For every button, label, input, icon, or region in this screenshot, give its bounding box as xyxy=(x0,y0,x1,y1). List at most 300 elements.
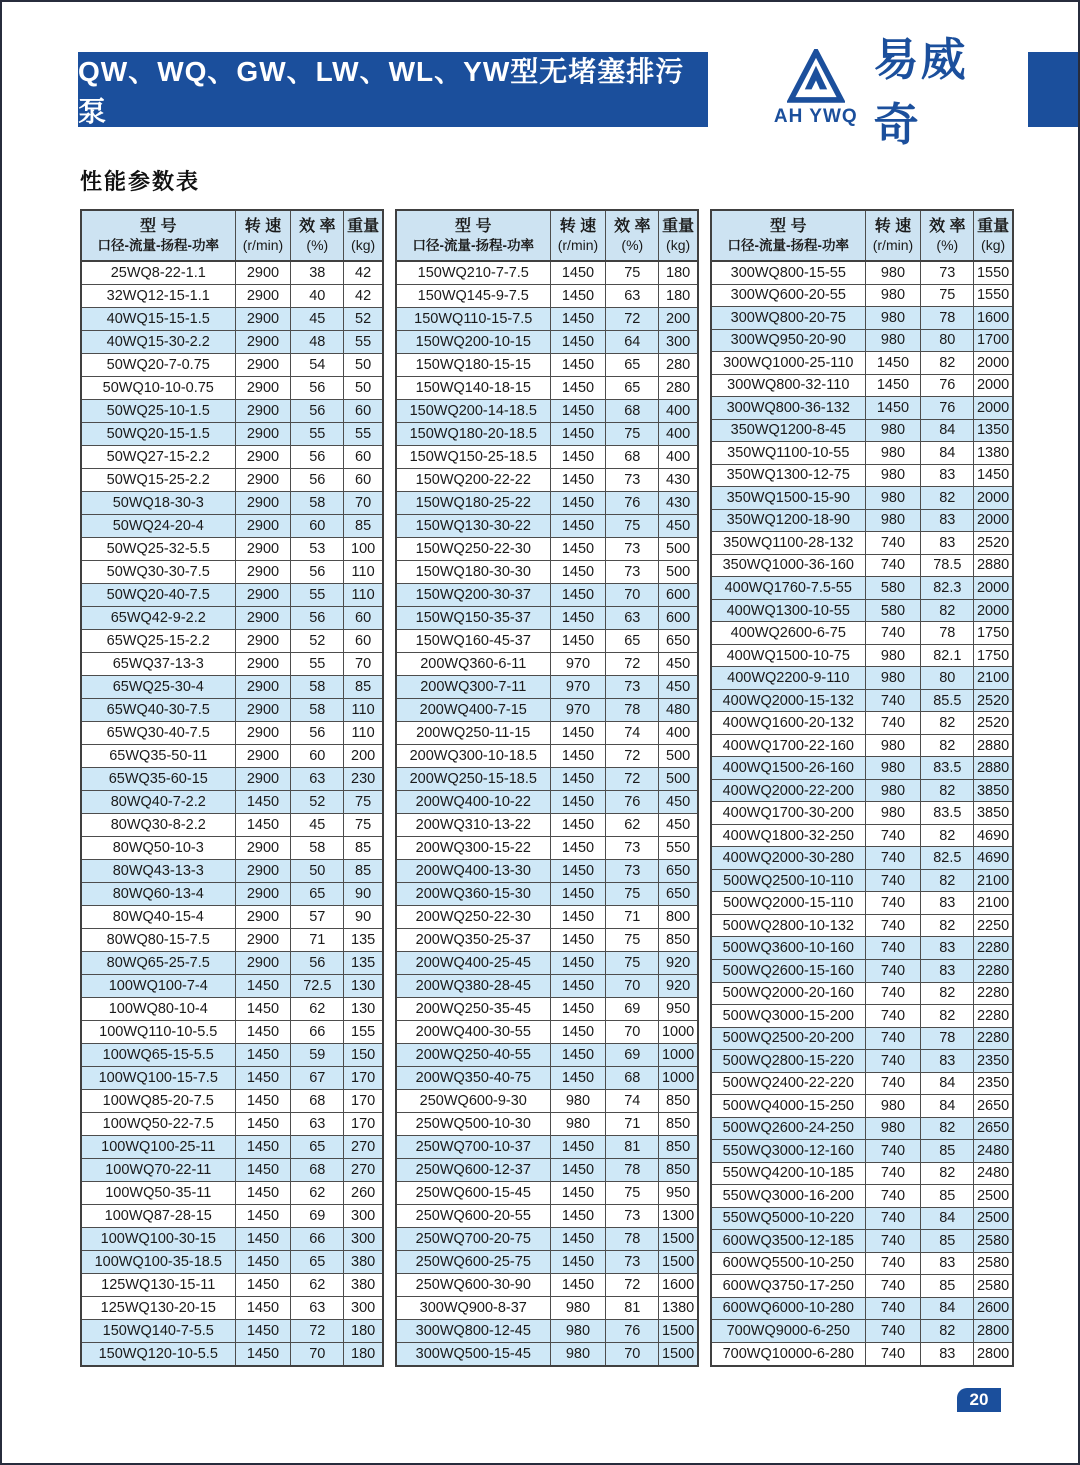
model-cell: 200WQ350-40-75 xyxy=(396,1067,550,1090)
weight-cell: 650 xyxy=(659,630,698,653)
model-cell: 550WQ3000-16-200 xyxy=(711,1185,865,1208)
table-row xyxy=(396,1228,698,1251)
table-row xyxy=(81,1021,383,1044)
efficiency-cell: 84 xyxy=(921,419,974,442)
model-cell: 400WQ1500-10-75 xyxy=(711,644,865,667)
weight-cell: 135 xyxy=(344,952,383,975)
efficiency-cell: 45 xyxy=(291,814,344,837)
table-row xyxy=(396,261,698,285)
model-cell: 50WQ25-10-1.5 xyxy=(81,400,235,423)
efficiency-cell: 56 xyxy=(291,607,344,630)
weight-cell: 60 xyxy=(344,469,383,492)
efficiency-cell: 82 xyxy=(921,869,974,892)
efficiency-cell: 70 xyxy=(606,1021,659,1044)
speed-cell: 1450 xyxy=(235,1090,291,1113)
weight-cell: 2880 xyxy=(974,734,1013,757)
table-row xyxy=(81,1159,383,1182)
efficiency-cell: 83 xyxy=(921,937,974,960)
efficiency-cell: 70 xyxy=(606,584,659,607)
speed-cell: 1450 xyxy=(550,261,606,285)
efficiency-cell: 58 xyxy=(291,676,344,699)
model-cell: 400WQ1500-26-160 xyxy=(711,757,865,780)
table-row xyxy=(711,712,1013,735)
table-row xyxy=(396,722,698,745)
table-row xyxy=(711,644,1013,667)
efficiency-cell: 48 xyxy=(291,331,344,354)
speed-cell: 980 xyxy=(865,1117,921,1140)
efficiency-cell: 72 xyxy=(606,768,659,791)
table-row xyxy=(81,469,383,492)
table-row xyxy=(711,397,1013,420)
pump-spec-table-1 xyxy=(80,209,384,1367)
table-row xyxy=(396,1205,698,1228)
speed-cell: 1450 xyxy=(235,1044,291,1067)
speed-cell: 1450 xyxy=(550,538,606,561)
col-header-model: 型 号 口径-流量-扬程-功率 xyxy=(81,210,235,261)
table-row xyxy=(711,1297,1013,1320)
weight-cell: 230 xyxy=(344,768,383,791)
weight-cell: 280 xyxy=(659,354,698,377)
weight-cell: 130 xyxy=(344,975,383,998)
weight-cell: 60 xyxy=(344,446,383,469)
speed-cell: 580 xyxy=(865,599,921,622)
model-cell: 350WQ1000-36-160 xyxy=(711,554,865,577)
speed-cell: 1450 xyxy=(550,1021,606,1044)
weight-cell: 2880 xyxy=(974,757,1013,780)
table-row xyxy=(711,1252,1013,1275)
table-row xyxy=(396,492,698,515)
speed-cell: 740 xyxy=(865,914,921,937)
table-row xyxy=(81,883,383,906)
efficiency-cell: 82 xyxy=(921,982,974,1005)
table-row xyxy=(81,1044,383,1067)
speed-cell: 1450 xyxy=(550,584,606,607)
table-row xyxy=(396,883,698,906)
table-row xyxy=(711,1320,1013,1343)
model-cell: 150WQ150-25-18.5 xyxy=(396,446,550,469)
table-row xyxy=(396,446,698,469)
speed-cell: 980 xyxy=(865,487,921,510)
weight-cell: 920 xyxy=(659,975,698,998)
model-cell: 200WQ250-40-55 xyxy=(396,1044,550,1067)
weight-cell: 260 xyxy=(344,1182,383,1205)
speed-cell: 1450 xyxy=(550,1251,606,1274)
table-row xyxy=(711,734,1013,757)
weight-cell: 180 xyxy=(659,261,698,285)
efficiency-cell: 78.5 xyxy=(921,554,974,577)
table-row xyxy=(81,423,383,446)
speed-cell: 740 xyxy=(865,982,921,1005)
weight-cell: 1550 xyxy=(974,261,1013,284)
model-cell: 200WQ400-25-45 xyxy=(396,952,550,975)
model-cell: 400WQ1700-22-160 xyxy=(711,734,865,757)
table-row xyxy=(396,515,698,538)
weight-cell: 2500 xyxy=(974,1185,1013,1208)
efficiency-cell: 83.5 xyxy=(921,802,974,825)
weight-cell: 50 xyxy=(344,377,383,400)
speed-cell: 2900 xyxy=(235,929,291,952)
speed-cell: 2900 xyxy=(235,607,291,630)
table-row xyxy=(396,1320,698,1343)
table-row xyxy=(711,1140,1013,1163)
table-row xyxy=(711,937,1013,960)
model-cell: 250WQ600-12-37 xyxy=(396,1159,550,1182)
efficiency-cell: 71 xyxy=(291,929,344,952)
speed-cell: 1450 xyxy=(235,814,291,837)
model-cell: 200WQ250-35-45 xyxy=(396,998,550,1021)
table-row xyxy=(396,860,698,883)
table-row xyxy=(81,699,383,722)
efficiency-cell: 76 xyxy=(921,374,974,397)
model-cell: 400WQ2600-6-75 xyxy=(711,622,865,645)
weight-cell: 2280 xyxy=(974,937,1013,960)
table-row xyxy=(396,1297,698,1320)
efficiency-cell: 68 xyxy=(606,400,659,423)
efficiency-cell: 78 xyxy=(921,1027,974,1050)
speed-cell: 980 xyxy=(865,509,921,532)
table-row xyxy=(396,607,698,630)
weight-cell: 300 xyxy=(344,1297,383,1320)
table-row xyxy=(396,538,698,561)
speed-cell: 2900 xyxy=(235,699,291,722)
speed-cell: 1450 xyxy=(550,469,606,492)
model-cell: 500WQ3600-10-160 xyxy=(711,937,865,960)
speed-cell: 980 xyxy=(865,307,921,330)
efficiency-cell: 81 xyxy=(606,1297,659,1320)
speed-cell: 1450 xyxy=(235,1297,291,1320)
weight-cell: 170 xyxy=(344,1090,383,1113)
weight-cell: 2580 xyxy=(974,1230,1013,1253)
speed-cell: 1450 xyxy=(550,722,606,745)
table-row xyxy=(81,1228,383,1251)
efficiency-cell: 65 xyxy=(606,630,659,653)
weight-cell: 1350 xyxy=(974,419,1013,442)
speed-cell: 2900 xyxy=(235,377,291,400)
speed-cell: 2900 xyxy=(235,261,291,285)
table-row xyxy=(396,699,698,722)
weight-cell: 4690 xyxy=(974,847,1013,870)
weight-cell: 150 xyxy=(344,1044,383,1067)
efficiency-cell: 60 xyxy=(291,515,344,538)
model-cell: 65WQ37-13-3 xyxy=(81,653,235,676)
model-cell: 200WQ300-10-18.5 xyxy=(396,745,550,768)
weight-cell: 55 xyxy=(344,331,383,354)
speed-cell: 1450 xyxy=(235,1343,291,1367)
efficiency-cell: 60 xyxy=(291,745,344,768)
efficiency-cell: 75 xyxy=(606,423,659,446)
weight-cell: 400 xyxy=(659,446,698,469)
page-number-badge: 20 xyxy=(957,1388,1001,1412)
weight-cell: 135 xyxy=(344,929,383,952)
weight-cell: 500 xyxy=(659,768,698,791)
weight-cell: 2280 xyxy=(974,1005,1013,1028)
model-cell: 500WQ2000-20-160 xyxy=(711,982,865,1005)
model-cell: 250WQ500-10-30 xyxy=(396,1113,550,1136)
efficiency-cell: 75 xyxy=(606,929,659,952)
table-row xyxy=(396,285,698,308)
speed-cell: 1450 xyxy=(235,1136,291,1159)
model-cell: 100WQ80-10-4 xyxy=(81,998,235,1021)
efficiency-cell: 68 xyxy=(606,446,659,469)
model-cell: 150WQ140-7-5.5 xyxy=(81,1320,235,1343)
speed-cell: 2900 xyxy=(235,722,291,745)
model-cell: 100WQ100-35-18.5 xyxy=(81,1251,235,1274)
model-cell: 50WQ20-15-1.5 xyxy=(81,423,235,446)
table-row xyxy=(81,1113,383,1136)
efficiency-cell: 53 xyxy=(291,538,344,561)
weight-cell: 1000 xyxy=(659,1067,698,1090)
weight-cell: 300 xyxy=(659,331,698,354)
weight-cell: 1000 xyxy=(659,1021,698,1044)
efficiency-cell: 65 xyxy=(291,1136,344,1159)
model-cell: 300WQ800-36-132 xyxy=(711,397,865,420)
model-cell: 500WQ2800-15-220 xyxy=(711,1050,865,1073)
speed-cell: 1450 xyxy=(235,998,291,1021)
efficiency-cell: 63 xyxy=(606,607,659,630)
speed-cell: 1450 xyxy=(550,929,606,952)
table-row xyxy=(81,354,383,377)
speed-cell: 1450 xyxy=(550,331,606,354)
efficiency-cell: 52 xyxy=(291,791,344,814)
speed-cell: 1450 xyxy=(865,352,921,375)
weight-cell: 2000 xyxy=(974,352,1013,375)
efficiency-cell: 73 xyxy=(606,676,659,699)
efficiency-cell: 65 xyxy=(291,883,344,906)
model-cell: 250WQ600-15-45 xyxy=(396,1182,550,1205)
model-cell: 50WQ20-40-7.5 xyxy=(81,584,235,607)
model-cell: 250WQ600-30-90 xyxy=(396,1274,550,1297)
table-row xyxy=(711,261,1013,284)
model-cell: 100WQ65-15-5.5 xyxy=(81,1044,235,1067)
model-cell: 80WQ80-15-7.5 xyxy=(81,929,235,952)
weight-cell: 85 xyxy=(344,676,383,699)
speed-cell: 980 xyxy=(550,1113,606,1136)
table-row xyxy=(396,929,698,952)
efficiency-cell: 82 xyxy=(921,1005,974,1028)
col-header-efficiency: 效 率 (%) xyxy=(921,210,974,261)
model-cell: 350WQ1100-28-132 xyxy=(711,532,865,555)
table-row xyxy=(81,584,383,607)
efficiency-cell: 73 xyxy=(606,1205,659,1228)
efficiency-cell: 58 xyxy=(291,699,344,722)
weight-cell: 170 xyxy=(344,1113,383,1136)
speed-cell: 2900 xyxy=(235,538,291,561)
table-row xyxy=(711,1095,1013,1118)
efficiency-cell: 63 xyxy=(291,1297,344,1320)
weight-cell: 110 xyxy=(344,561,383,584)
speed-cell: 740 xyxy=(865,1005,921,1028)
table-row xyxy=(81,791,383,814)
col-header-speed: 转 速 (r/min) xyxy=(235,210,291,261)
table-row xyxy=(711,914,1013,937)
table-row xyxy=(711,1275,1013,1298)
weight-cell: 950 xyxy=(659,998,698,1021)
weight-cell: 1380 xyxy=(659,1297,698,1320)
speed-cell: 2900 xyxy=(235,423,291,446)
weight-cell: 1750 xyxy=(974,622,1013,645)
weight-cell: 300 xyxy=(344,1205,383,1228)
speed-cell: 740 xyxy=(865,1230,921,1253)
speed-cell: 980 xyxy=(865,644,921,667)
speed-cell: 2900 xyxy=(235,768,291,791)
weight-cell: 450 xyxy=(659,791,698,814)
efficiency-cell: 73 xyxy=(606,837,659,860)
speed-cell: 740 xyxy=(865,1342,921,1366)
table-row xyxy=(711,1050,1013,1073)
speed-cell: 740 xyxy=(865,1185,921,1208)
table-row xyxy=(711,1342,1013,1366)
model-cell: 100WQ100-7-4 xyxy=(81,975,235,998)
model-cell: 500WQ2500-10-110 xyxy=(711,869,865,892)
efficiency-cell: 85 xyxy=(921,1275,974,1298)
efficiency-cell: 84 xyxy=(921,442,974,465)
table-row xyxy=(711,509,1013,532)
weight-cell: 280 xyxy=(659,377,698,400)
table-row xyxy=(396,791,698,814)
weight-cell: 850 xyxy=(659,1113,698,1136)
weight-cell: 400 xyxy=(659,423,698,446)
col-header-weight: 重量 (kg) xyxy=(974,210,1013,261)
weight-cell: 60 xyxy=(344,400,383,423)
efficiency-cell: 69 xyxy=(606,998,659,1021)
table-row xyxy=(81,400,383,423)
weight-cell: 430 xyxy=(659,492,698,515)
model-cell: 150WQ200-22-22 xyxy=(396,469,550,492)
model-cell: 200WQ400-13-30 xyxy=(396,860,550,883)
weight-cell: 380 xyxy=(344,1274,383,1297)
speed-cell: 740 xyxy=(865,532,921,555)
weight-cell: 110 xyxy=(344,722,383,745)
efficiency-cell: 78 xyxy=(606,1159,659,1182)
model-cell: 50WQ15-25-2.2 xyxy=(81,469,235,492)
efficiency-cell: 83.5 xyxy=(921,757,974,780)
speed-cell: 1450 xyxy=(550,1159,606,1182)
table-row xyxy=(396,653,698,676)
weight-cell: 180 xyxy=(344,1320,383,1343)
pump-spec-table-3 xyxy=(710,209,1014,1367)
efficiency-cell: 56 xyxy=(291,561,344,584)
speed-cell: 1450 xyxy=(550,1205,606,1228)
table-row xyxy=(711,532,1013,555)
speed-cell: 980 xyxy=(550,1297,606,1320)
weight-cell: 270 xyxy=(344,1136,383,1159)
efficiency-cell: 73 xyxy=(606,561,659,584)
weight-cell: 2520 xyxy=(974,712,1013,735)
weight-cell: 2800 xyxy=(974,1342,1013,1366)
model-cell: 350WQ1200-18-90 xyxy=(711,509,865,532)
model-cell: 400WQ1760-7.5-55 xyxy=(711,577,865,600)
efficiency-cell: 68 xyxy=(291,1159,344,1182)
table-row xyxy=(711,1072,1013,1095)
model-cell: 200WQ250-22-30 xyxy=(396,906,550,929)
table-row xyxy=(396,1159,698,1182)
table-row xyxy=(396,975,698,998)
model-cell: 550WQ4200-10-185 xyxy=(711,1162,865,1185)
table-row xyxy=(711,802,1013,825)
weight-cell: 60 xyxy=(344,607,383,630)
weight-cell: 2000 xyxy=(974,509,1013,532)
model-cell: 65WQ42-9-2.2 xyxy=(81,607,235,630)
weight-cell: 180 xyxy=(659,285,698,308)
speed-cell: 740 xyxy=(865,892,921,915)
weight-cell: 3850 xyxy=(974,779,1013,802)
speed-cell: 2900 xyxy=(235,906,291,929)
speed-cell: 2900 xyxy=(235,860,291,883)
speed-cell: 980 xyxy=(550,1343,606,1367)
efficiency-cell: 82 xyxy=(921,487,974,510)
efficiency-cell: 62 xyxy=(291,1182,344,1205)
efficiency-cell: 59 xyxy=(291,1044,344,1067)
logo-subtext: AH YWQ xyxy=(773,105,858,127)
speed-cell: 2900 xyxy=(235,584,291,607)
banner-title: QW、WQ、GW、LW、WL、YW型无堵塞排污泵 xyxy=(78,55,685,127)
weight-cell: 2100 xyxy=(974,667,1013,690)
speed-cell: 2900 xyxy=(235,492,291,515)
weight-cell: 75 xyxy=(344,791,383,814)
efficiency-cell: 82 xyxy=(921,734,974,757)
table-row xyxy=(81,377,383,400)
model-cell: 250WQ600-20-55 xyxy=(396,1205,550,1228)
weight-cell: 450 xyxy=(659,653,698,676)
speed-cell: 980 xyxy=(865,1095,921,1118)
model-cell: 40WQ15-30-2.2 xyxy=(81,331,235,354)
speed-cell: 1450 xyxy=(550,860,606,883)
weight-cell: 110 xyxy=(344,584,383,607)
weight-cell: 1600 xyxy=(659,1274,698,1297)
weight-cell: 300 xyxy=(344,1228,383,1251)
speed-cell: 2900 xyxy=(235,469,291,492)
speed-cell: 1450 xyxy=(235,975,291,998)
weight-cell: 2520 xyxy=(974,532,1013,555)
efficiency-cell: 82.1 xyxy=(921,644,974,667)
model-cell: 150WQ200-30-37 xyxy=(396,584,550,607)
efficiency-cell: 73 xyxy=(921,261,974,284)
weight-cell: 500 xyxy=(659,538,698,561)
speed-cell: 980 xyxy=(865,261,921,284)
speed-cell: 1450 xyxy=(550,423,606,446)
weight-cell: 500 xyxy=(659,561,698,584)
weight-cell: 2100 xyxy=(974,869,1013,892)
efficiency-cell: 73 xyxy=(606,860,659,883)
pump-spec-table-2 xyxy=(395,209,699,1367)
speed-cell: 2900 xyxy=(235,630,291,653)
speed-cell: 740 xyxy=(865,1275,921,1298)
speed-cell: 2900 xyxy=(235,745,291,768)
model-cell: 100WQ87-28-15 xyxy=(81,1205,235,1228)
efficiency-cell: 70 xyxy=(291,1343,344,1367)
model-cell: 32WQ12-15-1.1 xyxy=(81,285,235,308)
weight-cell: 850 xyxy=(659,1159,698,1182)
speed-cell: 1450 xyxy=(550,354,606,377)
model-cell: 80WQ43-13-3 xyxy=(81,860,235,883)
table-row xyxy=(396,676,698,699)
efficiency-cell: 50 xyxy=(291,860,344,883)
col-header-efficiency: 效 率 (%) xyxy=(291,210,344,261)
weight-cell: 100 xyxy=(344,538,383,561)
model-cell: 100WQ100-15-7.5 xyxy=(81,1067,235,1090)
model-cell: 65WQ35-50-11 xyxy=(81,745,235,768)
weight-cell: 85 xyxy=(344,837,383,860)
efficiency-cell: 78 xyxy=(921,307,974,330)
weight-cell: 600 xyxy=(659,607,698,630)
speed-cell: 740 xyxy=(865,1027,921,1050)
weight-cell: 950 xyxy=(659,1182,698,1205)
weight-cell: 2520 xyxy=(974,689,1013,712)
table-row xyxy=(711,982,1013,1005)
speed-cell: 1450 xyxy=(235,1113,291,1136)
model-cell: 300WQ600-20-55 xyxy=(711,284,865,307)
efficiency-cell: 45 xyxy=(291,308,344,331)
